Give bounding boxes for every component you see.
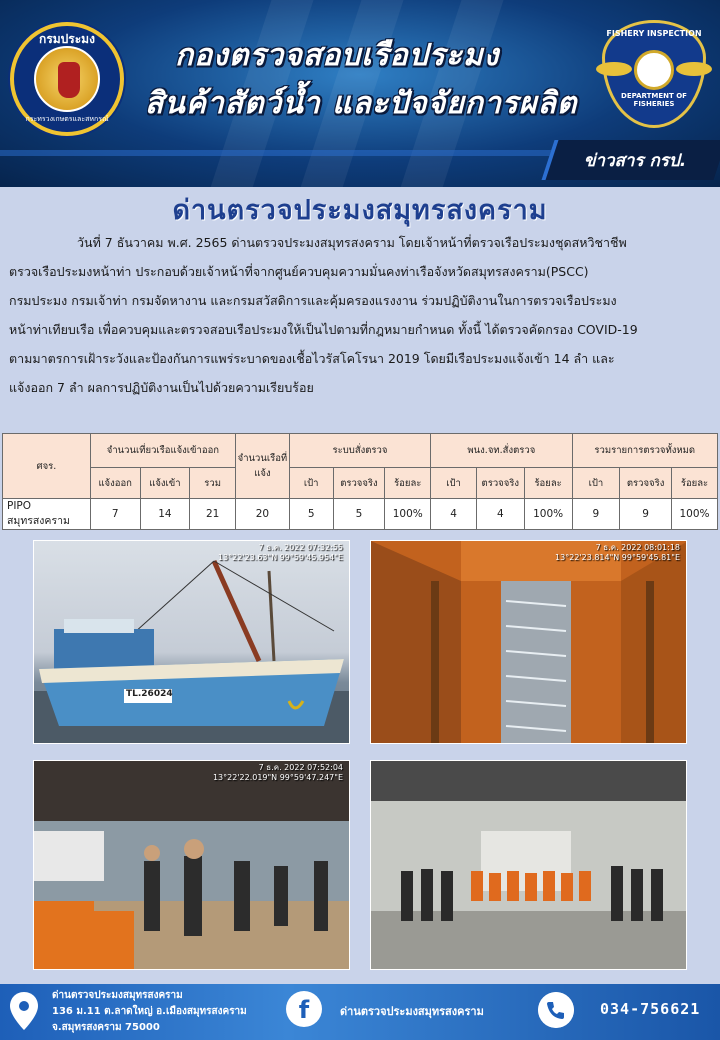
subheader-target: เป้า xyxy=(572,468,620,499)
cell-tot-target: 9 xyxy=(572,499,620,530)
location-pin-icon xyxy=(10,992,38,1030)
cell-in: 14 xyxy=(140,499,190,530)
right-logo-bottom-text: DEPARTMENT OF FISHERIES xyxy=(621,92,687,108)
photo-pier-inspection xyxy=(33,760,350,970)
header-officer: พนง.จท.สั่งตรวจ xyxy=(431,434,572,468)
cell-boats: 20 xyxy=(236,499,290,530)
boat-registration: TL.26024 xyxy=(126,689,173,699)
cell-off-percent: 100% xyxy=(524,499,572,530)
subheader-actual: ตรวจจริง xyxy=(333,468,385,499)
wing-icon xyxy=(676,62,712,76)
news-label: ข่าวสาร กรป. xyxy=(583,151,687,171)
header-total: รวมรายการตรวจทั้งหมด xyxy=(572,434,717,468)
stamp-line: 7 ธ.ค. 2022 08:01:18 xyxy=(595,543,680,552)
pier-illustration xyxy=(34,761,350,970)
header-stripe xyxy=(0,150,560,156)
stamp-line: 7 ธ.ค. 2022 07:32:55 xyxy=(258,543,343,552)
photo-timestamp xyxy=(218,543,343,563)
header-banner xyxy=(0,0,720,187)
body-line: ตรวจเรือประมงหน้าท่า ประกอบด้วยเจ้าหน้าที่จากศูนย์ควบคุมความมั่นคงท่าเรือจังหวัดสมุทรสงคราม(PSCC) xyxy=(9,264,589,279)
fish-hold-illustration xyxy=(371,541,687,744)
address-line: ด่านตรวจประมงสมุทรสงคราม xyxy=(52,990,183,1001)
photo-fish-hold xyxy=(370,540,687,744)
subheader-actual: ตรวจจริง xyxy=(620,468,672,499)
cell-off-actual: 4 xyxy=(476,499,524,530)
header-station: ศจร. xyxy=(3,434,91,499)
subheader-sum: รวม xyxy=(190,468,236,499)
footer-address xyxy=(52,988,247,1036)
page-title: ด่านตรวจประมงสมุทรสงคราม xyxy=(172,195,548,226)
header-title-line2: สินค้าสัตว์น้ำ และปัจจัยการผลิต xyxy=(145,86,578,121)
stamp-line: 7 ธ.ค. 2022 07:52:04 xyxy=(258,763,343,772)
facebook-page-name[interactable]: ด่านตรวจประมงสมุทรสงคราม xyxy=(340,1005,484,1018)
subheader-in: แจ้งเข้า xyxy=(140,468,190,499)
inspection-stats-table xyxy=(2,433,718,530)
subheader-target: เป้า xyxy=(289,468,333,499)
cell-station: PIPO สมุทรสงคราม xyxy=(3,499,91,530)
body-line: วันที่ 7 ธันวาคม พ.ศ. 2565 ด่านตรวจประมงสมุทรสงคราม โดยเจ้าหน้าที่ตรวจเรือประมงชุดสหวิชาชีพ xyxy=(77,235,627,250)
cell-sys-percent: 100% xyxy=(385,499,431,530)
stamp-line: 13°22'23.814"N 99°59'45.81"E xyxy=(555,553,680,562)
subheader-target: เป้า xyxy=(431,468,477,499)
left-logo-top-text: กรมประมง xyxy=(39,32,95,46)
address-line: จ.สมุทรสงคราม 75000 xyxy=(52,1022,160,1033)
badge-circle-icon xyxy=(634,50,674,90)
subheader-percent: ร้อยละ xyxy=(385,468,431,499)
body-line: กรมประมง กรมเจ้าท่า กรมจัดหางาน และกรมสวัสดิการและคุ้มครองแรงงาน ร่วมปฏิบัติงานในการตรวจเรือประมง xyxy=(9,293,617,308)
cell-sys-actual: 5 xyxy=(333,499,385,530)
seal-icon xyxy=(34,46,100,112)
footer-bar xyxy=(0,984,720,1040)
subheader-out: แจ้งออก xyxy=(90,468,140,499)
news-body xyxy=(9,228,709,402)
photo-group xyxy=(370,760,687,970)
cell-tot-percent: 100% xyxy=(672,499,718,530)
photo-fishing-boat xyxy=(33,540,350,744)
header-boats: จำนวนเรือที่แจ้ง xyxy=(236,434,290,499)
header-title-line1: กองตรวจสอบเรือประมง xyxy=(175,38,500,73)
left-logo-bottom-text: กระทรวงเกษตรและสหกรณ์ xyxy=(25,115,109,123)
body-line: แจ้งออก 7 ลำ ผลการปฏิบัติงานเป็นไปด้วยความเรียบร้อย xyxy=(9,380,314,395)
cell-out: 7 xyxy=(90,499,140,530)
group-illustration xyxy=(371,761,687,970)
header-trips: จำนวนเที่ยวเรือแจ้งเข้าออก xyxy=(90,434,235,468)
subheader-percent: ร้อยละ xyxy=(524,468,572,499)
department-of-fisheries-logo xyxy=(10,22,124,136)
wing-icon xyxy=(596,62,632,76)
cell-tot-actual: 9 xyxy=(620,499,672,530)
subheader-percent: ร้อยละ xyxy=(672,468,718,499)
emblem-shape xyxy=(58,62,80,98)
stamp-line: 13°22'23.63"N 99°59'45.954"E xyxy=(218,553,343,562)
body-line: หน้าท่าเทียบเรือ เพื่อควบคุมและตรวจสอบเรือประมงให้เป็นไปตามที่กฎหมายกำหนด ทั้งนี้ ได้ตรวจคัดกรอง COVID-19 xyxy=(9,322,638,337)
body-line: ตามมาตรการเฝ้าระวังและป้องกันการแพร่ระบาดของเชื้อไวรัสโคโรนา 2019 โดยมีเรือประมงแจ้งเข้า 14 ลำ และ xyxy=(9,351,615,366)
facebook-icon[interactable]: f xyxy=(286,991,322,1027)
cell-sys-target: 5 xyxy=(289,499,333,530)
header-system: ระบบสั่งตรวจ xyxy=(289,434,430,468)
table-row xyxy=(3,499,718,530)
fishery-inspection-logo xyxy=(594,20,714,128)
cell-off-target: 4 xyxy=(431,499,477,530)
right-logo-top-text: FISHERY INSPECTION xyxy=(606,29,702,38)
photo-timestamp xyxy=(555,543,680,563)
subheader-actual: ตรวจจริง xyxy=(476,468,524,499)
phone-number[interactable]: 034-756621 xyxy=(600,1000,701,1018)
cell-sum: 21 xyxy=(190,499,236,530)
stamp-line: 13°22'22.019"N 99°59'47.247"E xyxy=(212,773,343,782)
photo-timestamp xyxy=(213,763,343,783)
phone-icon[interactable] xyxy=(538,992,574,1028)
address-line: 136 ม.11 ต.ลาดใหญ่ อ.เมืองสมุทรสงคราม xyxy=(52,1006,247,1017)
boat-illustration xyxy=(34,541,350,744)
